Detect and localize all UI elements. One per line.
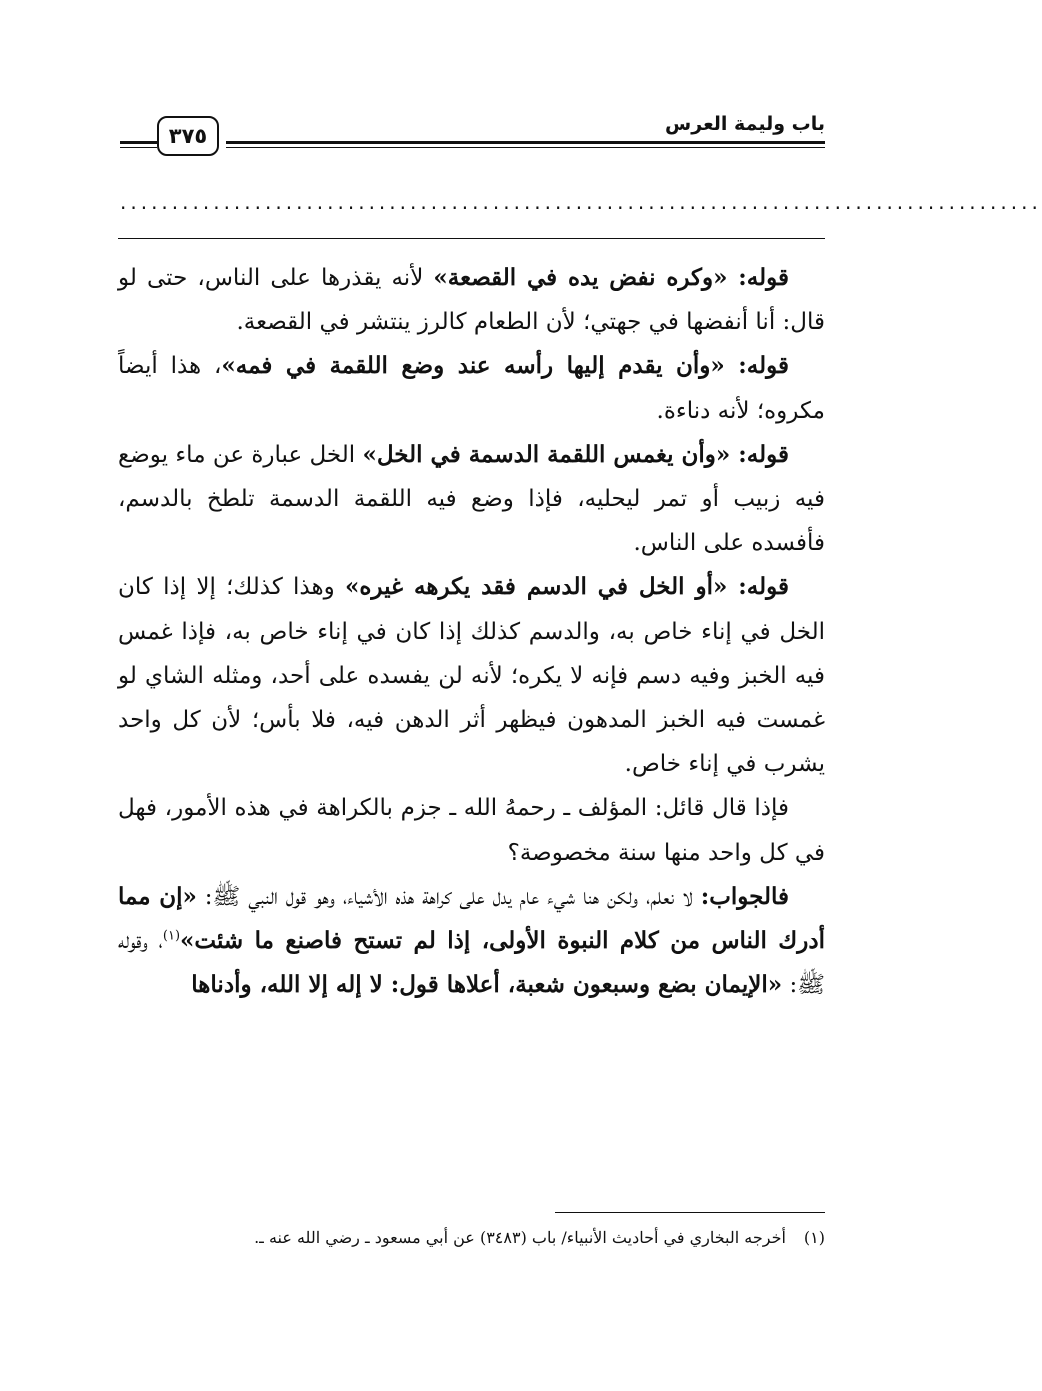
paragraph-intro: قوله: <box>727 264 790 291</box>
answer-label: فالجواب: <box>700 882 789 910</box>
footnote-item <box>118 1222 825 1253</box>
footnote-text: أخرجه البخاري في أحاديث الأنبياء/ باب (٣٤٨٣) عن أبي مسعود ـ رضي الله عنه ـ. <box>254 1228 786 1247</box>
footnote-rule <box>555 1212 825 1213</box>
hadith-quote: «إن مما أدرك الناس من كلام النبوة الأولى، إذا لم تستح فاصنع ما شئت» <box>118 882 825 955</box>
matn-quote: «أو الخل في الدسم فقد يكرهه غيره» <box>344 573 728 601</box>
chapter-title: باب وليمة العرس <box>665 113 825 135</box>
paragraph <box>118 433 825 566</box>
footnote <box>118 1222 825 1253</box>
footnote-marker: (١) <box>803 1228 825 1247</box>
paragraph-intro: قوله: <box>727 573 789 601</box>
paragraph <box>118 875 825 1008</box>
paragraph-text: ، وقوله ﷺ: <box>118 928 825 999</box>
content-top-rule <box>118 238 825 239</box>
matn-quote: «وأن يقدم إليها رأسه عند وضع اللقمة في فمه» <box>221 352 725 380</box>
paragraph-text: لا نعلم، ولكن هنا شيء عام يدل على كراهة هذه الأشياء، وهو قول النبي ﷺ: <box>196 883 701 910</box>
paragraph-text: ، هذا أيضاً مكروه؛ لأنه دناءة. <box>118 353 825 424</box>
matn-quote: «وكره نفض يده في القصعة» <box>433 264 728 291</box>
header-rule-thin <box>226 147 825 148</box>
dotted-separator: ......................................................................................... <box>120 190 1042 214</box>
paragraph-intro: قوله: <box>730 440 789 468</box>
paragraph-text: فإذا قال قائل: المؤلف ـ رحمهُ الله ـ جزم بالكراهة في هذه الأمور، فهل في كل واحد منها سنة مخصوصة؟ <box>118 795 825 866</box>
matn-quote: «وأن يغمس اللقمة الدسمة في الخل» <box>362 440 731 468</box>
paragraph-intro: قوله: <box>724 352 789 380</box>
paragraph-text: لأنه يقذرها على الناس، حتى لو قال: أنا أنفضها في جهتي؛ لأن الطعام كالرز ينتشر في القصعة. <box>118 265 825 336</box>
hadith-quote: «الإيمان بضع وسبعون شعبة، أعلاها قول: لا إله إلا الله، وأدناها <box>191 971 783 999</box>
page-number: ٣٧٥ <box>157 116 219 156</box>
header-rule-left <box>120 141 157 144</box>
main-text <box>118 256 825 1007</box>
footnote-reference[interactable]: (١) <box>162 928 181 944</box>
header-rule <box>226 141 825 144</box>
paragraph-text: وهذا كذلك؛ إلا إذا كان الخل في إناء خاص به، والدسم كذلك إذا كان في إناء خاص به، فإذا غمس فيه الخبز وفيه دسم فإنه لا يكره؛ لأنه لن يفسده على أحد، ومثله الشاي لو غمست فيه الخبز المدهون فيظهر أثر الدهن فيه، فلا بأس؛ لأن كل واحد يشرب في إناء خاص. <box>118 574 825 778</box>
paragraph <box>118 565 825 786</box>
header-rule-left-thin <box>120 147 157 148</box>
paragraph <box>118 344 825 432</box>
paragraph <box>118 256 825 344</box>
paragraph <box>118 786 825 874</box>
paragraph-text: الخل عبارة عن ماء يوضع فيه زبيب أو تمر ليحليه، فإذا وضع فيه اللقمة الدسمة تلطخ بالدسم، فأفسده على الناس. <box>118 441 825 557</box>
